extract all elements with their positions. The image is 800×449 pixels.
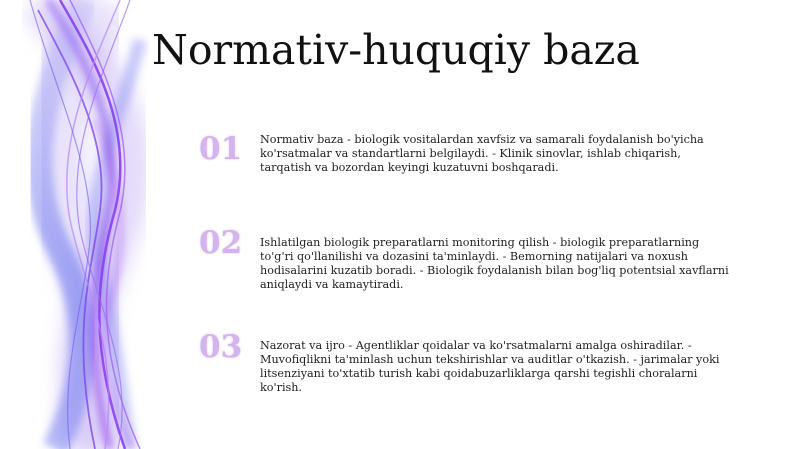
item-number-02: 02 <box>199 225 243 261</box>
item-number-01: 01 <box>199 131 243 167</box>
item-text-01: Normativ baza - biologik vositalardan xavfsiz va samarali foydalanish bo'yicha ko'rsatmalar va standartlarni belgilaydi. - Klinik sinovlar, ishlab chiqarish, tarqatish va bozordan keyingi kuzatuvni boshqaradi. <box>260 133 704 174</box>
item-text-03: Nazorat va ijro - Agentliklar qoidalar va ko'rsatmalarni amalga oshiradilar. - Muvofiqlikni ta'minlash uchun tekshirishlar va auditlar o'tkazish. - jarimalar yoki litsenziyani to'xtatib turish kabi qoidabuzarliklarga qarshi tegishli choralarni ko'rish. <box>260 339 720 394</box>
item-number-03: 03 <box>199 329 243 365</box>
page-title: Normativ-huquqiy baza <box>152 26 640 74</box>
item-text-02: Ishlatilgan biologik preparatlarni monitoring qilish - biologik preparatlarning to'g'ri qo'llanilishi va dozasini ta'minlaydi. - Bemorning natijalari va noxush hodisalarini kuzatib boradi. - Biologik foydalanish bilan bog'liq potentsial xavflarni aniqlaydi va kamaytiradi. <box>260 236 729 291</box>
